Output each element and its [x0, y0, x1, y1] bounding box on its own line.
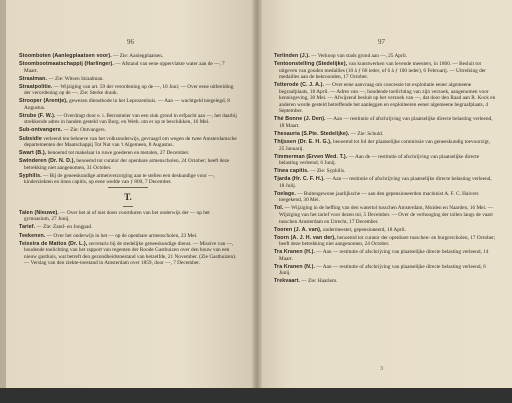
index-entry	[19, 127, 237, 134]
entry-text: — Aan — restitutie of afschrijving van plaatselijke directe belasting verleend, 6 Junij.	[279, 263, 486, 277]
entry-heading: Subsidie	[19, 135, 42, 142]
entry-heading: Thijssen (Dr. E. H. G.),	[274, 139, 332, 146]
entry-text: — Zie: Syphilis.	[308, 168, 346, 175]
index-entry	[19, 84, 237, 97]
entry-text: benoemd tot lid der plaatselijke commissie van geneeskundig toevoorzigt, 25 Januarij.	[279, 139, 491, 152]
entry-heading: Thé Bonne (J. Den).	[274, 116, 326, 123]
entry-text: — Zie: Witsen Straalman.	[47, 75, 104, 82]
index-entry	[274, 278, 496, 285]
entries-s	[19, 53, 237, 186]
entry-text: — Buitengewone jaarlijksche — aan den gepensioneerden machinist A. F. C. Haivers toegekend, 30 Mei.	[279, 190, 479, 204]
index-entry	[274, 168, 496, 175]
index-entry	[274, 139, 496, 152]
entry-text: gewezen dienstbode in het Leprozenhuis. — Aan — wachtgeld toegelegd, 8 Augustus.	[24, 98, 230, 111]
entry-heading: Straalman.	[19, 75, 48, 82]
entry-text: — Bij de geneeskundige armenverzorging aan te stellen een deskundige voor —, kinderziekten en tinea capitis, op eene wedde van ƒ 800, 7 December.	[24, 172, 215, 186]
index-entry	[19, 61, 237, 74]
entry-heading: Timmerman (Erven Wed. T.).	[274, 153, 348, 160]
page-number-left: 96	[127, 38, 134, 46]
right-column-text	[274, 53, 496, 287]
entry-text: verleend ten behoeve van het volksonderwijs, gevraagd om wegen de twee Amsterdamsche departementen der Maatschappij Tot Nut van 't Algemeen, 8 Augustus.	[24, 135, 237, 149]
entry-heading: Trekvaart.	[274, 278, 301, 285]
index-entry	[19, 224, 237, 231]
entry-heading: Teekenen.	[19, 232, 46, 239]
entry-text: — Zie: Haarlem.	[300, 278, 338, 285]
entry-text: — Zie: Aanlegplaatsen.	[111, 53, 164, 59]
index-entry	[19, 113, 237, 126]
entry-text: — Overdragt door e. i. Bernsmeier van een stuk grond in erfpacht aan —, het daarbij strekkende adres in handen gesteld van Burg. en Weth. om er op te beschikken, 16 Mei.	[24, 112, 237, 126]
entry-heading: Swinderen (Dr. N. D.),	[19, 158, 76, 165]
entry-text: — Aan — restitutie of afschrijving van plaatselijke directe belasting verleend, 18 Maart.	[279, 116, 493, 129]
index-entry	[274, 82, 496, 115]
index-entry	[274, 61, 496, 81]
index-entry	[274, 191, 496, 204]
entry-heading: Tra Kranen (N.).	[274, 263, 316, 270]
entry-heading: Tarief.	[19, 224, 36, 231]
index-entry	[19, 136, 237, 149]
index-entry	[19, 158, 237, 171]
entry-heading: Swart (B.),	[19, 150, 47, 157]
entry-heading: Stoomboten (Aanlegplaatsen voor).	[19, 53, 112, 59]
entry-heading: Talen (Nieuwe).	[19, 209, 59, 216]
right-page	[262, 0, 512, 403]
entry-heading: Straatpolitie.	[19, 83, 53, 90]
index-entry	[274, 205, 496, 225]
entry-heading: Syphilis.	[19, 172, 42, 179]
section-divider-short	[123, 206, 133, 207]
entry-heading: Teixeira de Mattos (Dr. L.),	[19, 240, 88, 247]
book-gutter	[252, 0, 262, 403]
entry-heading: Stoombootmaatschappij (Harlinger).	[19, 61, 114, 68]
entry-text: benoemd tot curator der openbare armenscholen, 24 October; heeft deze betrekking niet aangenomen, 31 October.	[24, 158, 230, 171]
page-number-right: 97	[378, 38, 385, 46]
entry-text: — Verkoop van stads grond aan —, 25 April.	[309, 53, 407, 59]
entry-heading: Tjarda (Hr. C. F. H.).	[274, 176, 325, 183]
index-entry	[274, 53, 496, 60]
left-column-text	[19, 53, 237, 268]
signature-mark: 3	[380, 366, 383, 372]
entry-heading: Tentoonstelling (Stedelijke),	[274, 61, 348, 68]
index-entry	[274, 235, 496, 248]
index-entry	[19, 76, 237, 83]
entry-text: secretaris bij de stedelijke geneeskundige dienst. — Missive van —, houdende toelichting van het rapport van regenten der Roode Gasthuizen over den bouw van een nieuw gasthuis, wat betreft den gezondheidstoestand van hetzelfde, 21 November. (Zie Gasthuizen). — Verslag van den ziekte-toestand in Amsterdam over 1859, door —, 7 December.	[24, 240, 237, 267]
entry-heading: Sub-ontvangers.	[19, 127, 63, 134]
index-entry	[274, 249, 496, 262]
entry-text: — Wijziging van art. 59 der verordening op de —, 10 Juni; — Over eene uitbreiding der verordening op de —. Zie: Sterke drank.	[24, 83, 234, 97]
entry-text: — Zie: Zand- en Jongpad.	[35, 224, 93, 231]
entry-text: — Zie: Ontvangers.	[62, 127, 106, 134]
entry-heading: Strube (F. W.).	[19, 112, 56, 119]
section-divider	[108, 187, 148, 188]
entry-text: — Over het al of niet doen voortduren van het onderwijs der — op het gymnasium, 27 Junij.	[24, 209, 210, 223]
entry-text: — Over eene aanvraag om concessie tot exploitatie eener algemeene begraafplaats, 18 April. — Adres van —, houdende toelichting van zijn verzoek, aangenomen voor kennisgeving, 30 Mei. — Afwijzend besluit op het verzoek van —, dat door den Raad aan R. Kock en anderen worde gesteld betreffende het aanleggen en exploiteeren eener algemeene begraafplaats, 4 September.	[279, 82, 496, 115]
scan-background	[0, 388, 512, 403]
index-entry	[274, 264, 496, 277]
entry-text: benoemd tot curator der openbare tusschen- en burgerscholen, 17 October; heeft deze betrekking niet aangenomen, 24 October.	[279, 234, 496, 248]
entry-text: — Over het onderwijs in het — op de openbare armenscholen, 23 Mei.	[45, 232, 198, 239]
entry-text: van kunstwerken van levende meesters, in 1860. — Besluit tot uitgeven van gouden medailles (10 à ƒ 60 ieder, of 6 à ƒ 100 ieder), 6 Februarij. — Uitreiking der medailles aan de bekroonden, 17 October.	[279, 61, 486, 81]
index-entry	[19, 233, 237, 240]
entries-t	[19, 210, 237, 267]
entry-heading: Tooren (J. A. van),	[274, 226, 322, 233]
entry-text: — Wijziging in de heffing van den watertol tusschen Amsterdam, Muiden en Naarden, 16 Mei. — Wijziging van het tarief voor dezen tol, 5 December. — Over de verhooging der tollen langs de vaart tusschen Amsterdam en Utrecht, 17 December.	[279, 205, 493, 225]
entry-heading: Toelage.	[274, 190, 296, 197]
entry-heading: Strooper (Arentje),	[19, 98, 68, 105]
entry-heading: Tol.	[274, 205, 284, 212]
index-entry	[274, 227, 496, 234]
entry-text: benoemd tot makelaar in ruwe goederen en metalen, 27 December.	[46, 150, 190, 157]
entry-text: — Aan — restitutie of afschrijving van plaatselijke directe belasting verleend, 18 Julij.	[279, 176, 492, 189]
entry-text: — Zie: Schuld.	[349, 131, 384, 138]
entry-text: — Aan — restitutie of afschrijving van plaatselijke directe belasting verleend, 14 Maart.	[279, 249, 489, 262]
index-entry	[19, 53, 237, 60]
entry-heading: Tetterode (C. J. A.).	[274, 82, 325, 89]
entry-heading: Tra Kranen (H.).	[274, 249, 316, 256]
index-entry	[274, 131, 496, 138]
entry-heading: Tinea capitis.	[274, 168, 309, 175]
entry-text: — Aan de — restitutie of afschrijving van plaatselijke directe belasting verleend, 6 Junij.	[279, 153, 480, 167]
index-entry	[274, 154, 496, 167]
left-page	[6, 0, 254, 403]
index-entry	[19, 210, 237, 223]
entry-text: ondermeester, gepensioneerd, 18 April.	[321, 226, 406, 233]
section-letter: T.	[124, 192, 132, 203]
entry-heading: Terlinden (J.).	[274, 53, 310, 59]
index-entry	[19, 173, 237, 186]
index-entry	[274, 176, 496, 189]
index-entry	[19, 98, 237, 111]
entry-text: — Afstand van eene oppervlakte water aan de —, 7 Maart.	[24, 61, 225, 74]
index-entry	[19, 241, 237, 267]
index-entry	[19, 150, 237, 157]
entry-heading: Thesauria (S.Pte. Stedelijke).	[274, 131, 350, 138]
index-entry	[274, 116, 496, 129]
entry-heading: Toorn (A. J. H. van der),	[274, 234, 336, 241]
